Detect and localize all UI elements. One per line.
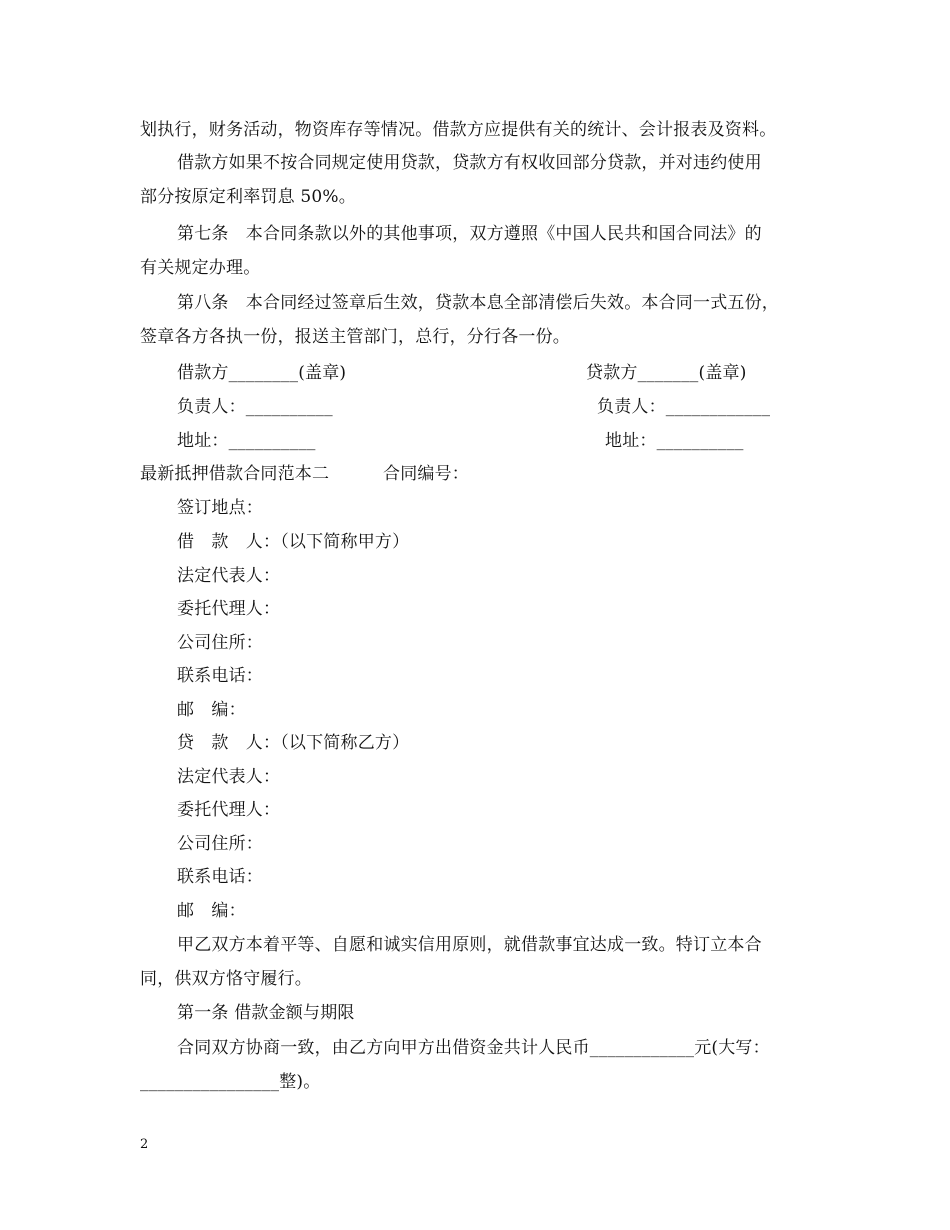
body-line: 有关规定办理。 <box>140 258 261 278</box>
field-address: 公司住所： <box>177 633 263 653</box>
preamble-line: 甲乙双方本着平等、自愿和诚实信用原则，就借款事宜达成一致。特订立本合 <box>177 935 762 955</box>
page-number: 2 <box>140 1137 149 1152</box>
section-title: 最新抵押借款合同范本二 <box>140 464 330 484</box>
article-eight: 第八条 本合同经过签章后生效，贷款本息全部清偿后失效。本合同一式五份， <box>177 293 779 313</box>
field-lender: 贷 款 人：（以下简称乙方） <box>177 733 410 753</box>
field-postcode: 邮 编： <box>177 700 246 720</box>
field-agent: 委托代理人： <box>177 800 281 820</box>
contract-number-label: 合同编号： <box>383 464 469 484</box>
lender-signature: 贷款方_______(盖章) <box>586 363 747 383</box>
lender-head: 负责人：____________ <box>597 397 771 417</box>
body-line: 部分按原定利率罚息 50%。 <box>140 187 356 207</box>
field-borrower: 借 款 人：（以下简称甲方） <box>177 532 410 552</box>
borrower-signature: 借款方________(盖章) <box>177 363 347 383</box>
borrower-head: 负责人：__________ <box>177 397 333 417</box>
field-postcode: 邮 编： <box>177 901 246 921</box>
field-agent: 委托代理人： <box>177 599 281 619</box>
article-one-title: 第一条 借款金额与期限 <box>177 1003 355 1023</box>
field-legal-rep: 法定代表人： <box>177 767 281 787</box>
borrower-address: 地址：__________ <box>177 431 316 451</box>
field-phone: 联系电话： <box>177 666 263 686</box>
field-legal-rep: 法定代表人： <box>177 566 281 586</box>
article-one-line: 合同双方协商一致，由乙方向甲方出借资金共计人民币____________元(大写： <box>177 1038 770 1058</box>
article-seven: 第七条 本合同条款以外的其他事项，双方遵照《中国人民共和国合同法》的 <box>177 224 762 244</box>
body-line: 借款方如果不按合同规定使用贷款，贷款方有权收回部分贷款，并对违约使用 <box>177 153 762 173</box>
body-line: 划执行，财务活动，物资库存等情况。借款方应提供有关的统计、会计报表及资料。 <box>140 120 777 140</box>
article-one-line: ________________整)。 <box>140 1072 321 1092</box>
preamble-line: 同，供双方恪守履行。 <box>140 969 312 989</box>
body-line: 签章各方各执一份，报送主管部门，总行，分行各一份。 <box>140 327 570 347</box>
field-address: 公司住所： <box>177 834 263 854</box>
field-phone: 联系电话： <box>177 867 263 887</box>
lender-address: 地址：__________ <box>605 431 744 451</box>
field-signing-place: 签订地点： <box>177 498 263 518</box>
